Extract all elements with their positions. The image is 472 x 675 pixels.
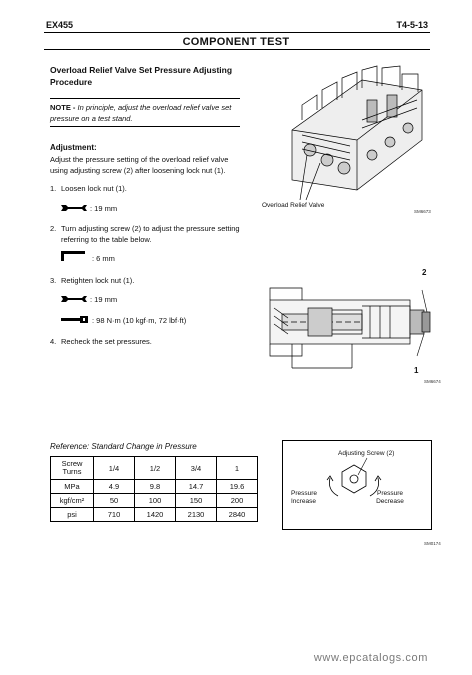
page-title: COMPONENT TEST — [182, 36, 290, 48]
table-cell: 1/2 — [135, 457, 176, 480]
header-rule-top — [44, 32, 430, 33]
table-cell: 710 — [94, 508, 135, 522]
note-text: In principle, adjust the overload relief valve set pressure on a test stand. — [50, 103, 232, 123]
callout-2: 2 — [422, 268, 427, 277]
table-row — [51, 508, 258, 522]
step-3-num: 3. — [50, 276, 57, 285]
step-2-text: Turn adjusting screw (2) to adjust the pressure setting referring to the table below. — [61, 224, 240, 244]
table-cell: 19.6 — [217, 480, 258, 494]
table-cell: 1/4 — [94, 457, 135, 480]
table-row — [51, 480, 258, 494]
model-code: EX455 — [46, 20, 74, 30]
table-cell: 50 — [94, 494, 135, 508]
valve-caption: Overload Relief Valve — [262, 202, 325, 209]
table-cell: 2130 — [176, 508, 217, 522]
note-block — [50, 103, 240, 124]
hex-nut-diagram — [282, 440, 430, 528]
row-label: kgf/cm² — [51, 494, 94, 508]
wrench-icon — [60, 294, 88, 304]
torque-wrench-icon — [60, 315, 90, 324]
adjustment-label: Adjustment: — [50, 143, 97, 152]
step-1-num: 1. — [50, 184, 57, 193]
control-valve-illustration — [262, 60, 434, 205]
header-rule-bottom — [44, 49, 430, 50]
note-rule-bottom — [50, 126, 240, 127]
table-row — [51, 494, 258, 508]
relief-valve-cross-section — [262, 268, 434, 376]
note-label: NOTE - — [50, 103, 76, 112]
pressure-decrease-label: Pressure Decrease — [376, 490, 404, 505]
tool-wrench-size-1: : 19 mm — [90, 204, 118, 213]
table-cell: 3/4 — [176, 457, 217, 480]
table-cell: 1420 — [135, 508, 176, 522]
adjustment-text: Adjust the pressure setting of the overload relief valve using adjusting screw (2) after loosening lock nut (1). — [50, 155, 229, 175]
step-3-text: Retighten lock nut (1). — [61, 276, 135, 285]
step-4-num: 4. — [50, 337, 57, 346]
tool-torque-value: : 98 N·m (10 kgf·m, 72 lbf·ft) — [92, 316, 187, 325]
tool-hex-key-size: : 6 mm — [92, 254, 115, 263]
step-2-num: 2. — [50, 224, 57, 233]
note-rule-top — [50, 98, 240, 99]
reference-title: Reference: Standard Change in Pressure — [50, 442, 197, 451]
pressure-increase-label: Pressure Increase — [291, 490, 318, 505]
hex-key-icon — [60, 250, 86, 262]
figure-code-1: SM6673 — [414, 209, 431, 214]
table-cell: 2840 — [217, 508, 258, 522]
figure-code-2: SM6674 — [424, 379, 441, 384]
section-title: Overload Relief Valve Set Pressure Adjusting Procedure — [50, 65, 233, 87]
step-1-text: Loosen lock nut (1). — [61, 184, 127, 193]
watermark-url: www.epcatalogs.com — [313, 652, 428, 664]
table-cell: 14.7 — [176, 480, 217, 494]
adjusting-screw-label: Adjusting Screw (2) — [338, 450, 395, 457]
table-cell: 100 — [135, 494, 176, 508]
table-cell: 1 — [217, 457, 258, 480]
callout-1: 1 — [414, 366, 419, 375]
pressure-change-table — [50, 456, 258, 522]
table-cell: 9.8 — [135, 480, 176, 494]
table-cell: 150 — [176, 494, 217, 508]
row-label: Screw Turns — [51, 457, 94, 480]
step-4-text: Recheck the set pressures. — [61, 337, 152, 346]
tool-wrench-size-3: : 19 mm — [90, 295, 118, 304]
row-label: MPa — [51, 480, 94, 494]
wrench-icon — [60, 203, 88, 213]
row-label: psi — [51, 508, 94, 522]
table-row — [51, 457, 258, 480]
figure-code-3: SM0174 — [424, 541, 441, 546]
table-cell: 200 — [217, 494, 258, 508]
table-cell: 4.9 — [94, 480, 135, 494]
page-number: T4-5-13 — [396, 20, 428, 30]
